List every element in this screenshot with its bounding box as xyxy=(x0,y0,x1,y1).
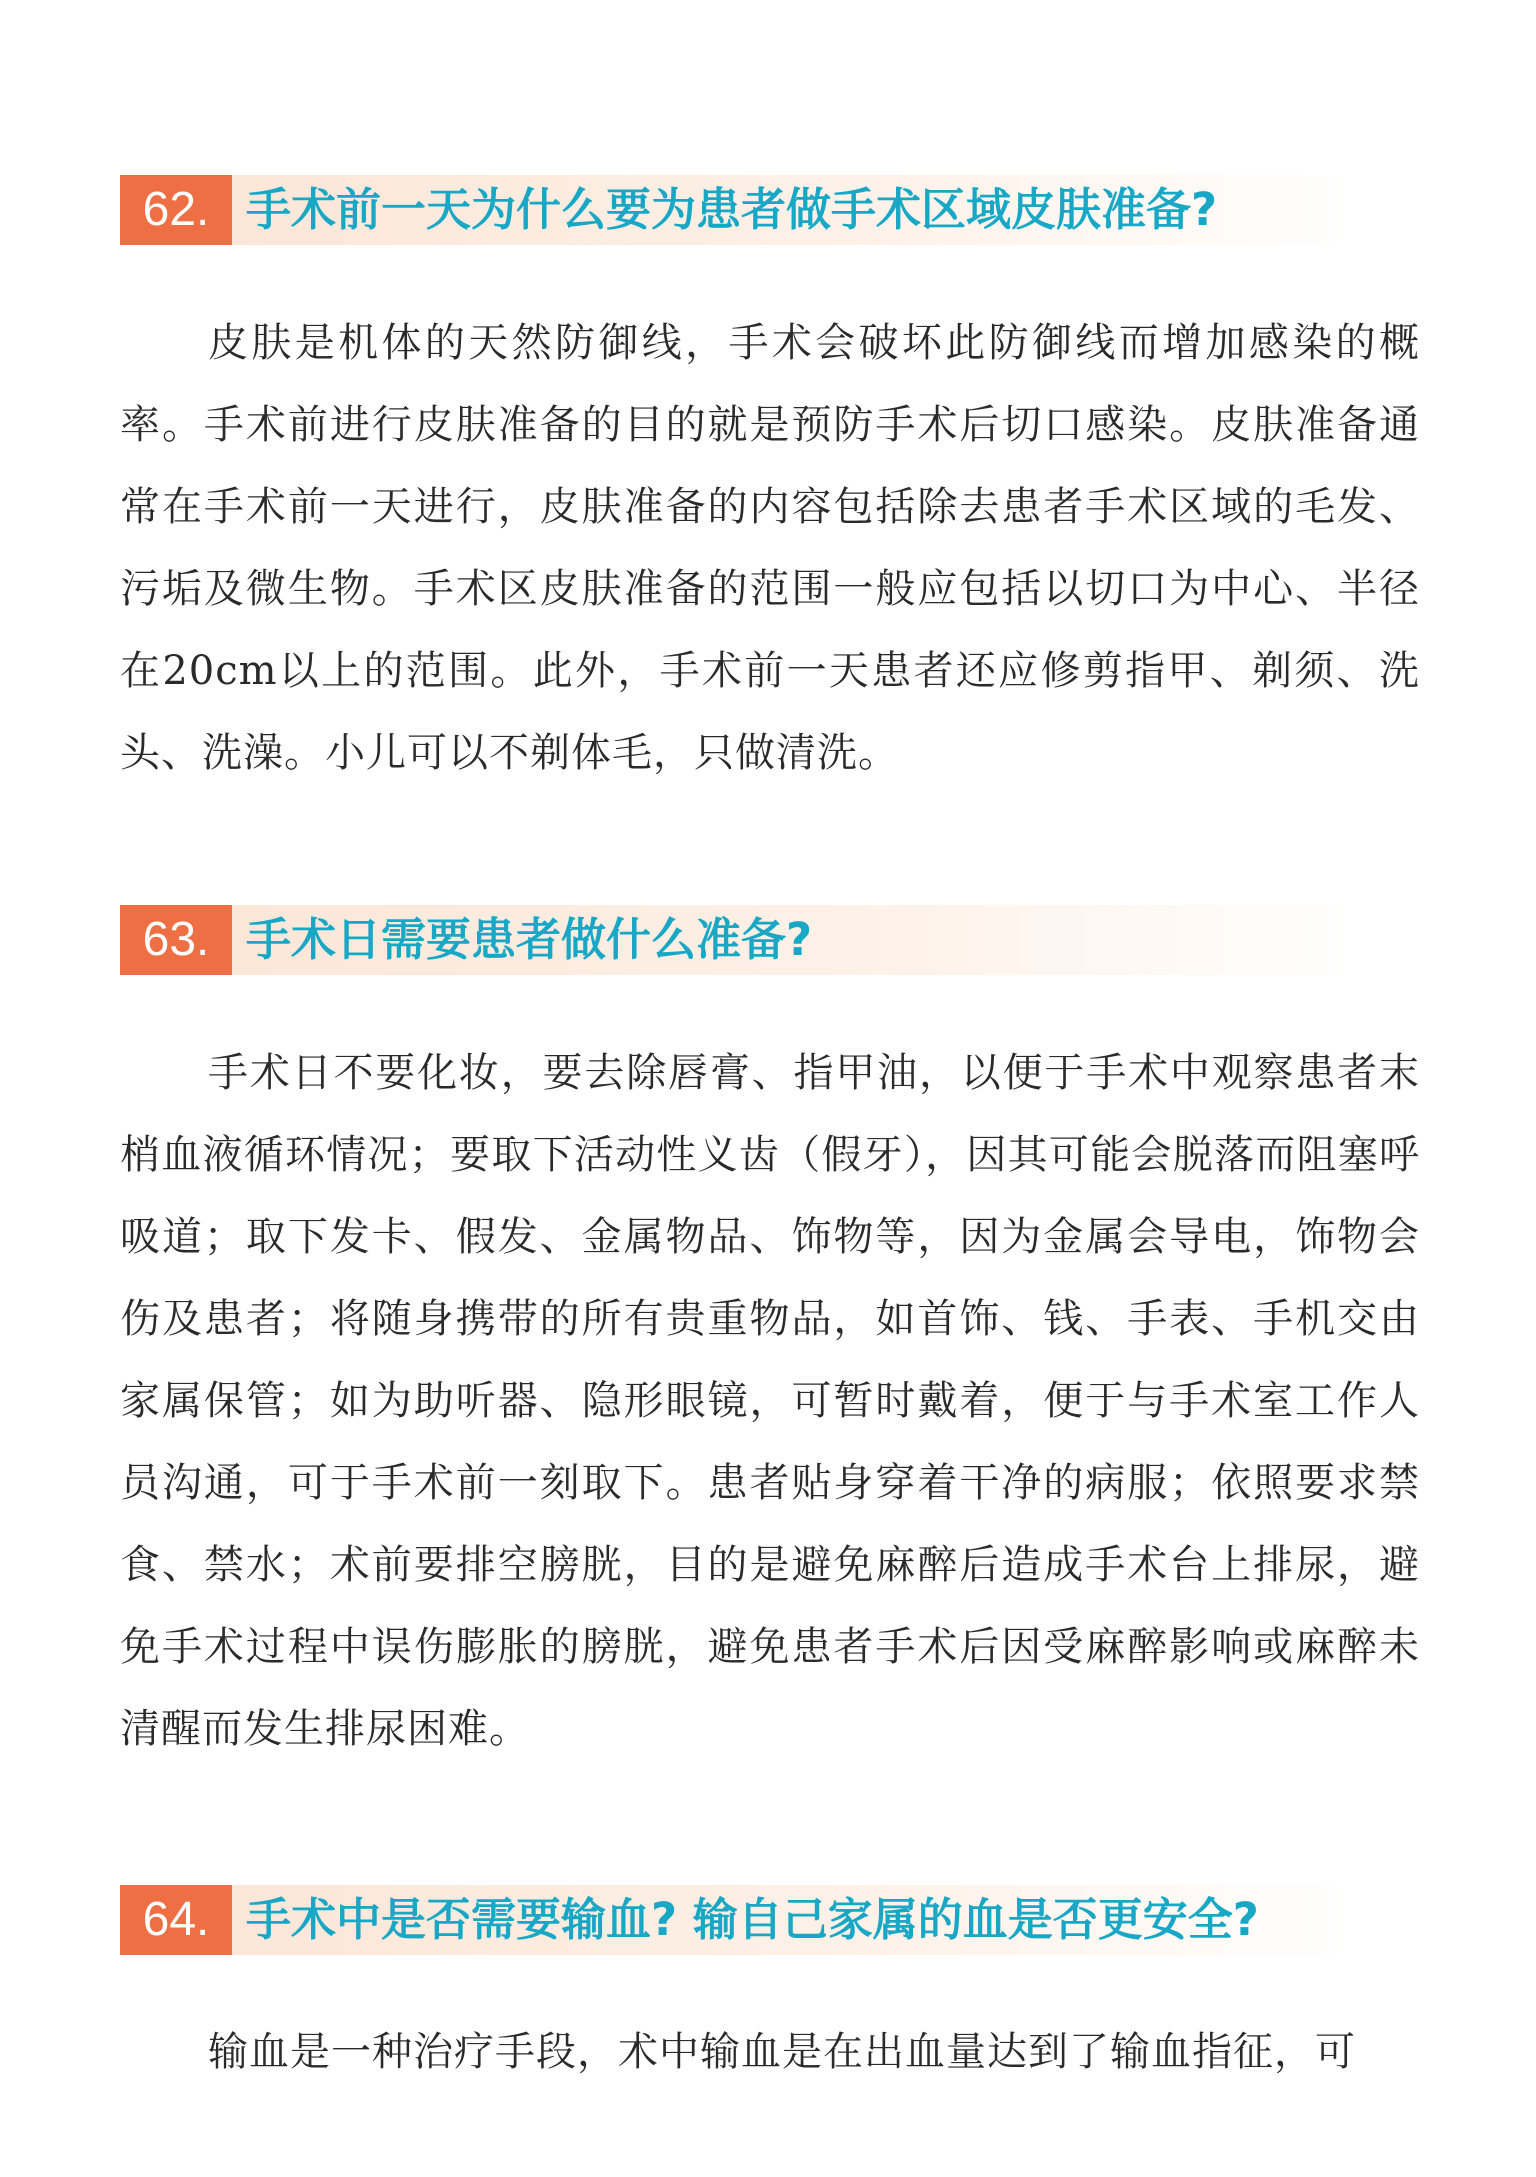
question-title: 手术前一天为什么要为患者做手术区域皮肤准备? xyxy=(246,183,1218,236)
question-number-badge: 62. xyxy=(120,175,232,245)
answer-paragraph: 皮肤是机体的天然防御线，手术会破坏此防御线而增加感染的概率。手术前进行皮肤准备的目的就是预防手术后切口感染。皮肤准备通常在手术前一天进行，皮肤准备的内容包括除去患者手术区域的毛发、污垢及微生物。手术区皮肤准备的范围一般应包括以切口为中心、半径在20cm以上的范围。此外，手术前一天患者还应修剪指甲、剃须、洗头、洗澡。小儿可以不剃体毛，只做清洗。 xyxy=(120,320,1420,776)
question-title: 手术日需要患者做什么准备? xyxy=(246,913,813,966)
section-62-heading xyxy=(120,175,1420,245)
question-number-badge: 63. xyxy=(120,905,232,975)
section-63-heading xyxy=(120,905,1420,975)
question-heading xyxy=(120,175,1420,245)
answer-paragraph: 手术日不要化妆，要去除唇膏、指甲油，以便于手术中观察患者末梢血液循环情况；要取下活动性义齿（假牙），因其可能会脱落而阻塞呼吸道；取下发卡、假发、金属物品、饰物等，因为金属会导电，饰物会伤及患者；将随身携带的所有贵重物品，如首饰、钱、手表、手机交由家属保管；如为助听器、隐形眼镜，可暂时戴着，便于与手术室工作人员沟通，可于手术前一刻取下。患者贴身穿着干净的病服；依照要求禁食、禁水；术前要排空膀胱，目的是避免麻醉后造成手术台上排尿，避免手术过程中误伤膨胀的膀胱，避免患者手术后因受麻醉影响或麻醉未清醒而发生排尿困难。 xyxy=(120,1050,1420,1752)
section-64-heading xyxy=(120,1885,1420,1955)
question-heading xyxy=(120,905,1420,975)
question-number-badge: 64. xyxy=(120,1885,232,1955)
answer-paragraph: 输血是一种治疗手段，术中输血是在出血量达到了输血指征，可 xyxy=(208,2029,1356,2075)
question-heading xyxy=(120,1885,1420,1955)
question-title: 手术中是否需要输血? 输自己家属的血是否更安全? xyxy=(246,1893,1259,1946)
